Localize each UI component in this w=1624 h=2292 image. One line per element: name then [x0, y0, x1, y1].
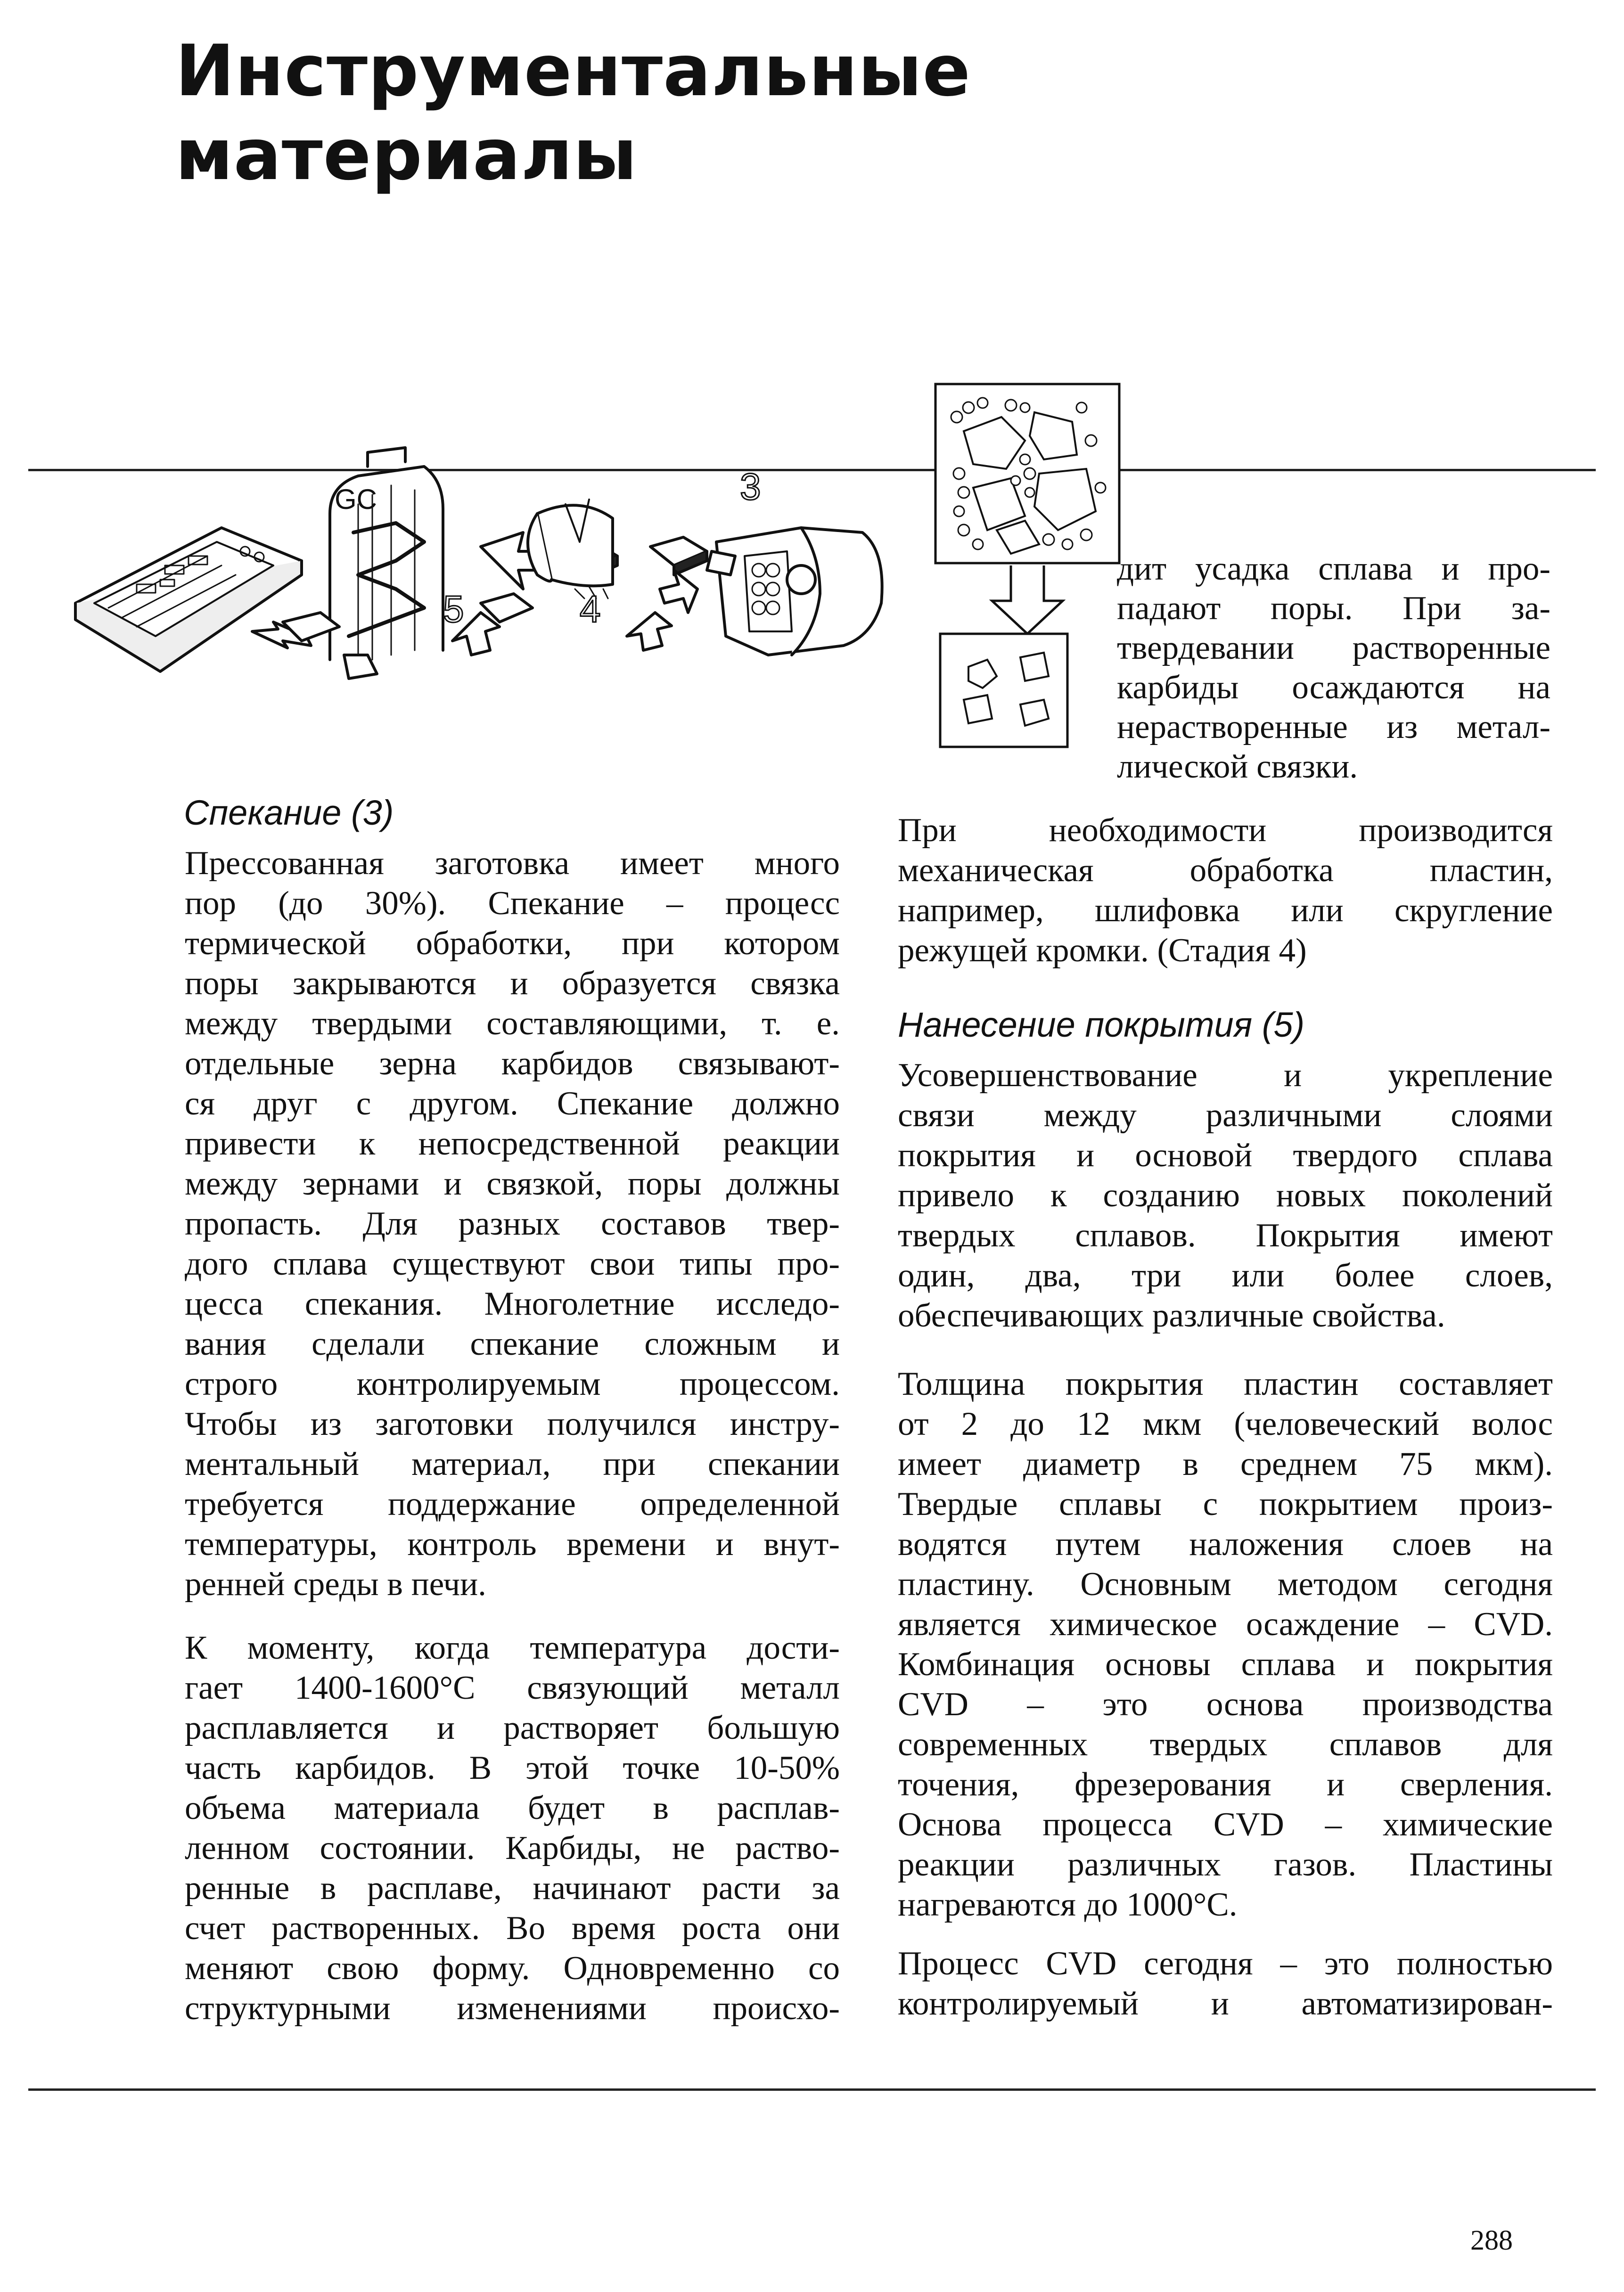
step-number-4: 4 — [580, 588, 601, 630]
page-title — [175, 29, 971, 197]
process-illustration — [66, 434, 933, 697]
arrow-down-icon — [992, 565, 1063, 634]
coating-furnace-icon — [330, 448, 443, 679]
coating-paragraph-3: Процесс CVD сегодня – это полностью контролируемый и автоматизирован- — [898, 1945, 1553, 2022]
page-title-line1: Инструментальные — [175, 30, 971, 112]
section-heading-coating: Нанесение покрытия (5) — [898, 1005, 1305, 1044]
sintering-furnace-icon — [707, 528, 882, 655]
microstructure-diagram — [931, 379, 1124, 770]
page-title-line2: материалы — [175, 114, 638, 196]
sintered-structure-panel — [940, 634, 1067, 747]
section-heading-sintering: Спекание (3) — [184, 793, 394, 832]
sintering-paragraph-1: Прессованная заготовка имеет много пор (до 30%). Спекание – процесс термической обработки, при котором поры закрываются и образуется связка между твердыми составляющими, т. е. отдельные зерна карбидов связывают- ся друг с другом. Спекание должно привести к непосредственной реакции между зернами и связкой, поры должны пропасть. Для разных составов твер- дого сплава существуют свои типы про- цесса спекания. Многолетние исследо- вания сделали спекание сложным и строго контролируемым процессом. Чтобы из заготовки получился инстру- ментальный материал, при спекании требуется поддержание определенной температуры, контроль времени и внут- ренней среды в печи. — [185, 845, 840, 1603]
furnace-wall-mark: GC — [335, 483, 377, 515]
step-number-5: 5 — [443, 588, 464, 630]
bottom-rule — [28, 2088, 1596, 2091]
sintering-paragraph-2: К моменту, когда температура дости- гает 1400-1600°С связующий металл расплавляется и растворяет большую часть карбидов. В этой точке 10-50% объема материала будет в расплав- ленном состоянии. Карбиды, не раство- ренные в расплаве, начинают расти за счет растворенных. Во время роста они меняют свою форму. Одновременно со структурными изменениями происхо- — [185, 1629, 840, 2027]
page-number: 288 — [1470, 2225, 1513, 2256]
control-panel-icon — [75, 528, 302, 671]
coating-paragraph-2: Толщина покрытия пластин составляет от 2 до 12 мкм (человеческий волос имеет диаметр в среднем 75 мкм). Твердые сплавы с покрытием произ- водятся путем наложения слоев на пластину. Основным методом сегодня является химическое осаждение – CVD. Комбинация основы сплава и покрытия CVD – это основа производства современных твердых сплавов для точения, фрезерования и сверления. Основа процесса CVD – химические реакции различных газов. Пластины нагреваются до 1000°С. — [898, 1366, 1553, 1923]
intro-continuation: дит усадка сплава и про- падают поры. При за- твердевании растворенные карбиды осаждаются на нерастворенные из метал- лической связки. — [1117, 550, 1550, 785]
coating-paragraph-1: Усовершенствование и укрепление связи между различными слоями покрытия и основой твердого сплава привело к созданию новых поколений твердых сплавов. Покрытия имеют один, два, три или более слоев, обеспечивающих различные свойства. — [898, 1057, 1553, 1334]
step-number-3: 3 — [740, 466, 761, 508]
machining-paragraph: При необходимости производится механическая обработка пластин, например, шлифовка или скругление режущей кромки. (Стадия 4) — [898, 812, 1553, 969]
